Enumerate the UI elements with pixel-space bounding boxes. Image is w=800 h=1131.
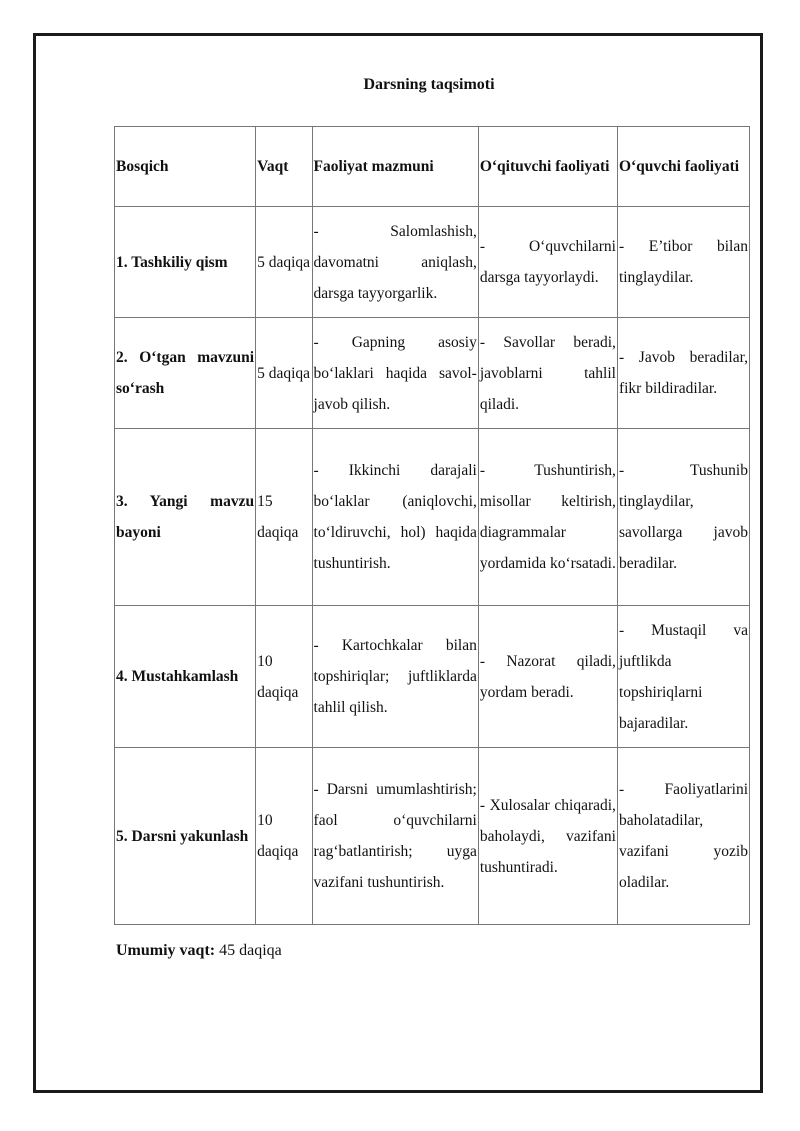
teacher-cell: - Savollar beradi, javoblarni tahlil qiladi. xyxy=(478,318,617,429)
student-cell: - E’tibor bilan tinglaydilar. xyxy=(617,207,749,318)
time-cell: 15 daqiqa xyxy=(256,429,312,606)
total-time-value: 45 daqiqa xyxy=(219,942,282,959)
header-content: Faoliyat mazmuni xyxy=(312,127,478,207)
time-cell: 10 daqiqa xyxy=(256,606,312,748)
table-header-row xyxy=(115,127,750,207)
stage-cell: 5. Darsni yakunlash xyxy=(115,748,256,925)
teacher-cell: - Xulosalar chiqaradi, baholaydi, vazifani tushuntiradi. xyxy=(478,748,617,925)
stage-cell: 4. Mustahkamlash xyxy=(115,606,256,748)
content-cell: - Salomlashish, davomatni aniqlash, darsga tayyorgarlik. xyxy=(312,207,478,318)
lesson-plan-table xyxy=(114,126,750,925)
document-title: Darsning taqsimoti xyxy=(363,76,495,93)
student-cell: - Tushunib tinglaydilar, savollarga javob beradilar. xyxy=(617,429,749,606)
time-cell: 5 daqiqa xyxy=(256,207,312,318)
header-time: Vaqt xyxy=(256,127,312,207)
total-time-label: Umumiy vaqt: xyxy=(116,942,216,959)
table-row xyxy=(115,207,750,318)
content-cell: - Ikkinchi darajali bo‘laklar (aniqlovchi, to‘ldiruvchi, hol) haqida tushuntirish. xyxy=(312,429,478,606)
header-stage: Bosqich xyxy=(115,127,256,207)
time-cell: 10 daqiqa xyxy=(256,748,312,925)
stage-cell: 2. O‘tgan mavzuni so‘rash xyxy=(115,318,256,429)
content-cell: - Kartochkalar bilan topshiriqlar; juftliklarda tahlil qilish. xyxy=(312,606,478,748)
content-cell: - Darsni umumlashtirish; faol o‘quvchilarni rag‘batlantirish; uyga vazifani tushuntirish. xyxy=(312,748,478,925)
header-teacher: O‘qituvchi faoliyati xyxy=(478,127,617,207)
stage-cell: 3. Yangi mavzu bayoni xyxy=(115,429,256,606)
table-row xyxy=(115,748,750,925)
student-cell: - Mustaqil va juftlikda topshiriqlarni bajaradilar. xyxy=(617,606,749,748)
student-cell: - Faoliyatlarini baholatadilar, vazifani yozib oladilar. xyxy=(617,748,749,925)
teacher-cell: - O‘quvchilarni darsga tayyorlaydi. xyxy=(478,207,617,318)
table-row xyxy=(115,606,750,748)
table-row xyxy=(115,429,750,606)
teacher-cell: - Nazorat qiladi, yordam beradi. xyxy=(478,606,617,748)
total-time-line xyxy=(116,942,282,960)
table-row xyxy=(115,318,750,429)
content-cell: - Gapning asosiy bo‘laklari haqida savol-javob qilish. xyxy=(312,318,478,429)
time-cell: 5 daqiqa xyxy=(256,318,312,429)
stage-cell: 1. Tashkiliy qism xyxy=(115,207,256,318)
student-cell: - Javob beradilar, fikr bildiradilar. xyxy=(617,318,749,429)
teacher-cell: - Tushuntirish, misollar keltirish, diagrammalar yordamida ko‘rsatadi. xyxy=(478,429,617,606)
header-student: O‘quvchi faoliyati xyxy=(617,127,749,207)
